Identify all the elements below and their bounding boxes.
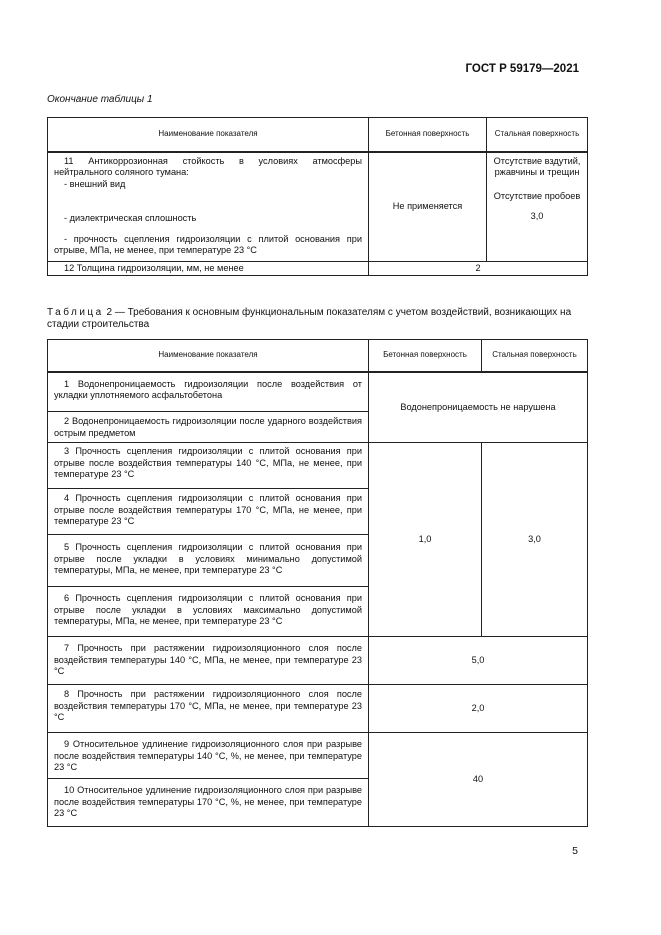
table-row	[48, 262, 588, 276]
row11-concrete: Не применяется	[369, 152, 487, 262]
table-1	[47, 117, 588, 276]
document-number: ГОСТ Р 59179—2021	[465, 63, 579, 75]
row-9: 9 Относительное удлинение гидроизоляционного слоя при разрыве после воздействия температуры 140 °С, %, не менее, при температуре 23 °С	[48, 733, 369, 779]
row11-sub2: - диэлектрическая сплошность	[64, 213, 197, 223]
col-header-concrete: Бетонная поверхность	[369, 340, 482, 372]
value-rows-1-2: Водонепроницаемость не нарушена	[369, 372, 588, 443]
row-1: 1 Водонепроницаемость гидроизоляции после воздействия от укладки уплотняемого асфальтобетона	[48, 372, 369, 412]
table2-caption-text: 2 — Требования к основным функциональным показателям с учетом воздействий, возникающих на стадии строительства	[47, 307, 572, 330]
row11-sub3: - прочность сцепления гидроизоляции с плитой основания при отрыве, МПа, не менее, при температуре 23 °С	[54, 233, 362, 255]
table2-caption-label: Таблица	[47, 307, 104, 318]
row-7: 7 Прочность при растяжении гидроизоляционного слоя после воздействия температуры 140 °С, МПа, не менее, при температуре 23 °С	[48, 637, 369, 685]
table-row	[48, 685, 588, 733]
row-5: 5 Прочность сцепления гидроизоляции с плитой основания при отрыве после укладки в условиях минимально допустимой температуры, МПа, не менее, при температуре 23 °С	[48, 535, 369, 587]
col-header-steel: Стальная поверхность	[487, 118, 588, 152]
table-row	[48, 733, 588, 779]
col-header-name: Наименование показателя	[48, 118, 369, 152]
value-row-7: 5,0	[369, 637, 588, 685]
table-row	[48, 443, 588, 489]
row-6: 6 Прочность сцепления гидроизоляции с плитой основания при отрыве после укладки в условиях максимально допустимой температуры, МПа, не менее, при температуре 23 °С	[48, 587, 369, 637]
row-2: 2 Водонепроницаемость гидроизоляции после ударного воздействия острым предметом	[48, 412, 369, 443]
table-row	[48, 637, 588, 685]
row12-title: 12 Толщина гидроизоляции, мм, не менее	[48, 262, 369, 276]
row11-sub1: - внешний вид	[64, 178, 126, 189]
row-3: 3 Прочность сцепления гидроизоляции с плитой основания при отрыве после воздействия температуры 140 °С, МПа, не менее, при температуре 23 °С	[48, 443, 369, 489]
col-header-steel: Стальная поверхность	[482, 340, 588, 372]
row-4: 4 Прочность сцепления гидроизоляции с плитой основания при отрыве после воздействия температуры 170 °С, МПа, не менее, при температуре 23 °С	[48, 489, 369, 535]
row11-cell	[48, 152, 369, 262]
row11-steel-3: 3,0	[530, 211, 544, 221]
page-number: 5	[572, 845, 578, 857]
value-rows-9-10: 40	[369, 733, 588, 827]
value-rows-3-6-steel: 3,0	[482, 443, 588, 637]
row11-title: 11 Антикоррозионная стойкость в условиях атмосферы нейтрального соляного тумана:	[54, 155, 362, 177]
table1-caption: Окончание таблицы 1	[47, 94, 153, 105]
row-8: 8 Прочность при растяжении гидроизоляционного слоя после воздействия температуры 170 °С, МПа, не менее, при температуре 23 °С	[48, 685, 369, 733]
row12-value: 2	[369, 262, 588, 276]
table-row	[48, 372, 588, 412]
table2-caption	[47, 307, 587, 331]
value-row-8: 2,0	[369, 685, 588, 733]
row11-steel-2: Отсутствие пробоев	[493, 190, 581, 201]
table-row	[48, 152, 588, 262]
row11-steel	[487, 152, 588, 262]
table-2	[47, 339, 588, 827]
row-10: 10 Относительное удлинение гидроизоляционного слоя при разрыве после воздействия температуры 170 °С, %, не менее, при температуре 23 °С	[48, 779, 369, 827]
row11-steel-1: Отсутствие вздутий, ржавчины и трещин	[493, 155, 581, 177]
col-header-name: Наименование показателя	[48, 340, 369, 372]
col-header-concrete: Бетонная поверхность	[369, 118, 487, 152]
value-rows-3-6-concrete: 1,0	[369, 443, 482, 637]
